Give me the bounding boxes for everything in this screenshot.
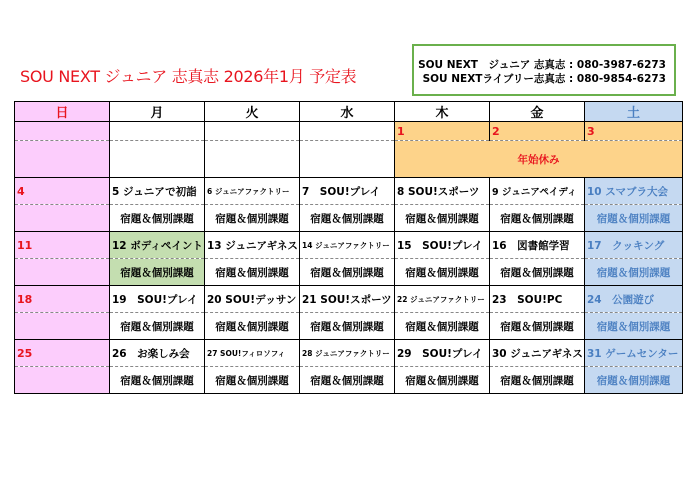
week3-mon-date: 19 SOU!プレイ	[110, 286, 205, 313]
week3-sat-date: 24 公園遊び	[585, 286, 683, 313]
new-year-holiday	[395, 141, 683, 178]
date-2: 2	[492, 124, 500, 138]
page-title: SOU NEXT ジュニア 志真志 2026年1月 予定表	[20, 67, 357, 86]
week0-activity-row	[15, 141, 683, 178]
week3-activity-row	[15, 313, 683, 340]
week4-activity-row	[15, 367, 683, 394]
homework-cell: 宿題＆個別課題	[490, 259, 585, 286]
week2-wed-date: 14 ジュニアファクトリー	[300, 232, 395, 259]
weekday-mon: 月	[110, 102, 205, 122]
homework-cell: 宿題＆個別課題	[300, 367, 395, 394]
week4-sat-date: 31 ゲームセンター	[585, 340, 683, 367]
week1-activity-row	[15, 205, 683, 232]
weekday-sat: 土	[585, 102, 683, 122]
week1-wed-date: 7 SOU!プレイ	[300, 178, 395, 205]
homework-cell: 宿題＆個別課題	[110, 313, 205, 340]
week3-wed-date: 21 SOU!スポーツ	[300, 286, 395, 313]
homework-cell: 宿題＆個別課題	[300, 313, 395, 340]
week1-fri-date: 9 ジュニアペイディ	[490, 178, 585, 205]
contact-box	[412, 44, 676, 96]
calendar-table	[14, 101, 683, 394]
week1-sat-date: 10 スマブラ大会	[585, 178, 683, 205]
homework-cell: 宿題＆個別課題	[205, 313, 300, 340]
homework-cell: 宿題＆個別課題	[300, 205, 395, 232]
week2-activity-row	[15, 259, 683, 286]
week2-sat-date: 17 クッキング	[585, 232, 683, 259]
week3-thu-date: 22 ジュニアファクトリー	[395, 286, 490, 313]
week4-mon-date: 26 お楽しみ会	[110, 340, 205, 367]
week0-date-row	[15, 122, 683, 141]
week2-fri-date: 16 図書館学習	[490, 232, 585, 259]
week4-thu-date: 29 SOU!プレイ	[395, 340, 490, 367]
week3-tue-date: 20 SOU!デッサン	[205, 286, 300, 313]
homework-cell: 宿題＆個別課題	[490, 205, 585, 232]
homework-cell: 宿題＆個別課題	[490, 313, 585, 340]
week4-wed-date: 28 ジュニアファクトリー	[300, 340, 395, 367]
date-1: 1	[397, 124, 405, 138]
homework-cell: 宿題＆個別課題	[300, 259, 395, 286]
weekday-thu: 木	[395, 102, 490, 122]
homework-cell: 宿題＆個別課題	[110, 367, 205, 394]
week0-sat-date	[585, 122, 683, 141]
week1-tue-date: 6 ジュニアファクトリー	[205, 178, 300, 205]
week1-mon-date: 5 ジュニアで初詣	[110, 178, 205, 205]
week3-fri-date: 23 SOU!PC	[490, 286, 585, 313]
week4-date-row	[15, 340, 683, 367]
homework-cell: 宿題＆個別課題	[205, 367, 300, 394]
weekday-header-row	[15, 102, 683, 122]
week0-wed-date	[300, 122, 395, 141]
homework-cell: 宿題＆個別課題	[585, 205, 683, 232]
week2-date-row	[15, 232, 683, 259]
homework-cell: 宿題＆個別課題	[585, 259, 683, 286]
week0-fri-date	[490, 122, 585, 141]
week3-date-row	[15, 286, 683, 313]
weekday-wed: 水	[300, 102, 395, 122]
homework-cell: 宿題＆個別課題	[585, 313, 683, 340]
homework-cell: 宿題＆個別課題	[585, 367, 683, 394]
week0-mon-date	[110, 122, 205, 141]
week1-thu-date: 8 SOU!スポーツ	[395, 178, 490, 205]
homework-cell: 宿題＆個別課題	[110, 205, 205, 232]
week4-fri-date: 30 ジュニアギネス	[490, 340, 585, 367]
weekday-sun: 日	[15, 102, 110, 122]
week0-sun-date	[15, 122, 110, 141]
week1-date-row	[15, 178, 683, 205]
weekday-fri: 金	[490, 102, 585, 122]
week2-thu-date: 15 SOU!プレイ	[395, 232, 490, 259]
week2-tue-date: 13 ジュニアギネス	[205, 232, 300, 259]
homework-cell: 宿題＆個別課題	[395, 367, 490, 394]
contact-junior: SOU NEXT ジュニア 志真志 : 080-3987-6273	[418, 59, 666, 71]
week0-tue-date	[205, 122, 300, 141]
contact-lively: SOU NEXTライブリー志真志 : 080-9854-6273	[422, 73, 666, 85]
homework-cell: 宿題＆個別課題	[395, 205, 490, 232]
date-3: 3	[587, 124, 595, 138]
week2-mon-date: 12 ボディペイント	[110, 232, 205, 259]
holiday-label: 年始休み	[517, 153, 560, 166]
week4-sun-date: 25	[15, 340, 110, 367]
homework-cell: 宿題＆個別課題	[110, 259, 205, 286]
week3-sun-date: 18	[15, 286, 110, 313]
homework-cell: 宿題＆個別課題	[395, 259, 490, 286]
week1-sun-date: 4	[15, 178, 110, 205]
week4-tue-date: 27 SOU!フィロソフィ	[205, 340, 300, 367]
weekday-tue: 火	[205, 102, 300, 122]
homework-cell: 宿題＆個別課題	[205, 205, 300, 232]
homework-cell: 宿題＆個別課題	[205, 259, 300, 286]
week2-sun-date: 11	[15, 232, 110, 259]
homework-cell: 宿題＆個別課題	[395, 313, 490, 340]
week0-thu-date	[395, 122, 490, 141]
homework-cell: 宿題＆個別課題	[490, 367, 585, 394]
